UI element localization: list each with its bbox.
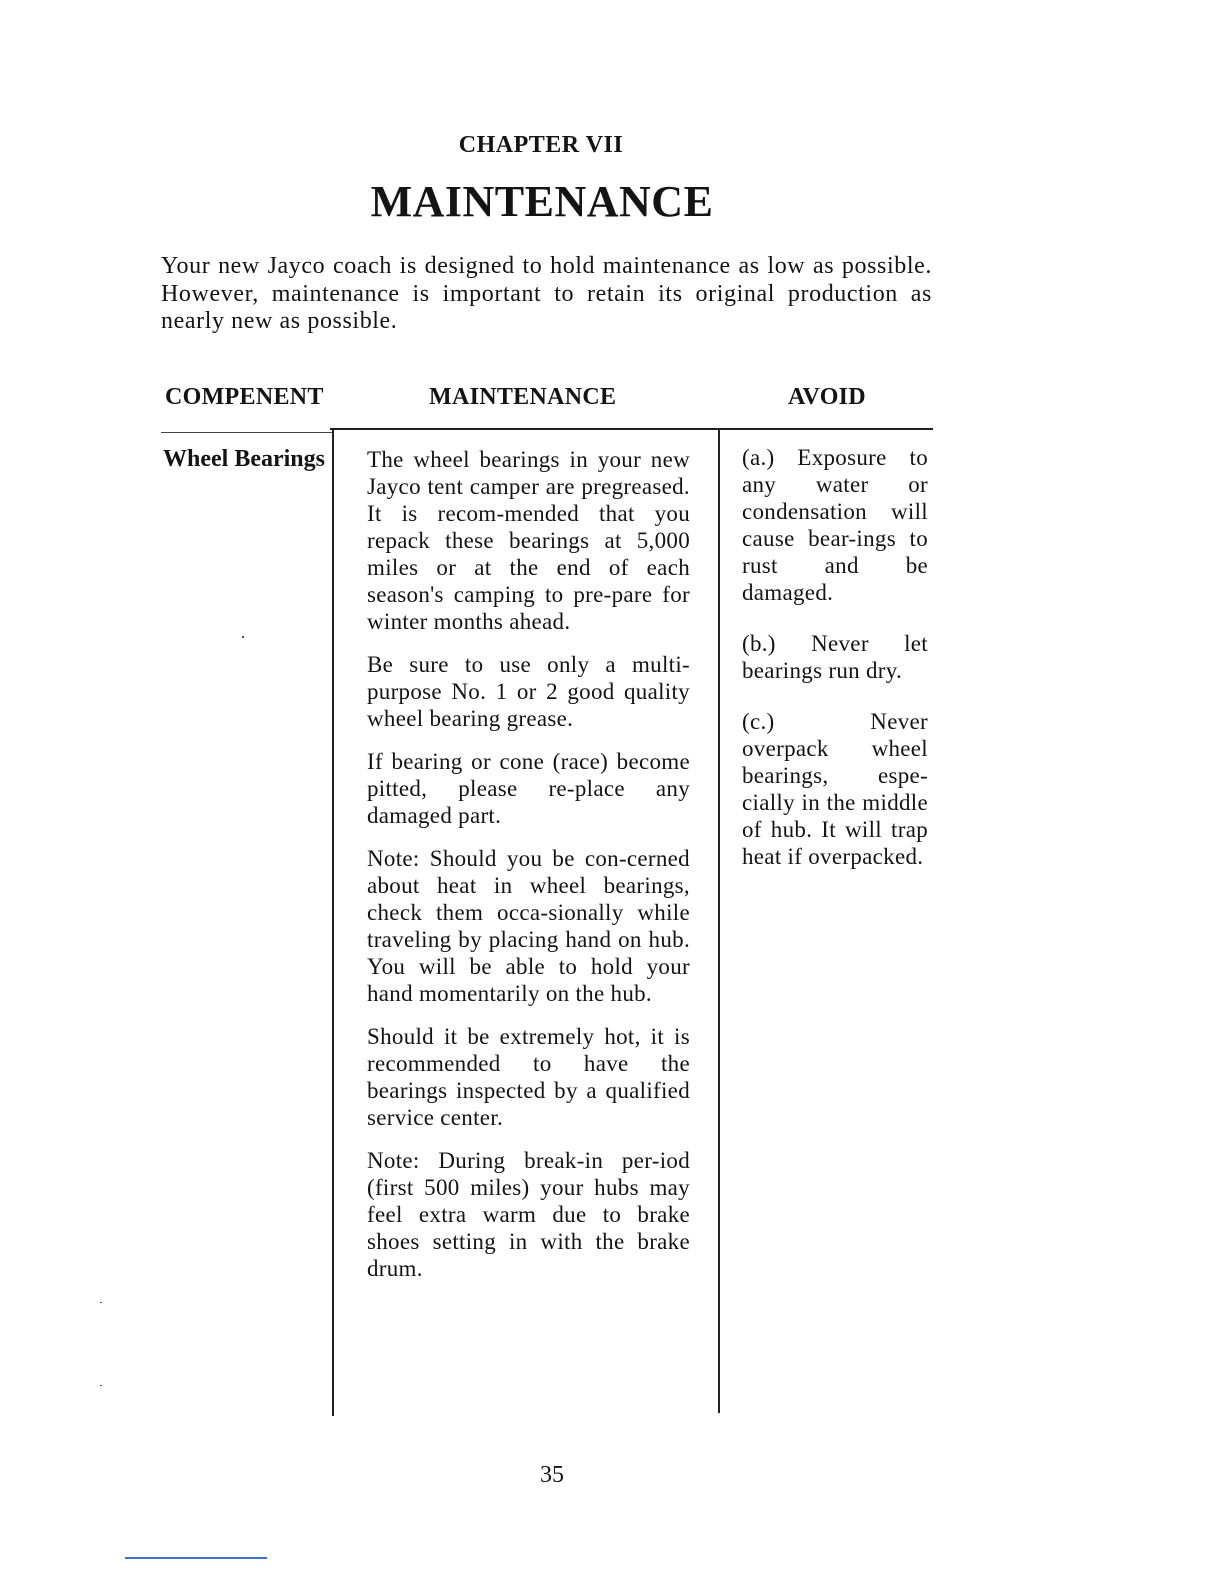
avoid-column — [742, 444, 928, 894]
maintenance-paragraph: Should it be extremely hot, it is recommended to have the bearings inspected by a qualified service center. — [367, 1024, 690, 1130]
scan-speck — [100, 1302, 102, 1303]
header-component: COMPENENT — [165, 384, 324, 410]
maintenance-column — [367, 446, 690, 1298]
avoid-item: (c.) Never overpack wheel bearings, espe-cially in the middle of hub. It will trap heat if overpacked. — [742, 709, 928, 869]
maintenance-paragraph: If bearing or cone (race) become pitted, please re-place any damaged part. — [367, 749, 690, 828]
maintenance-paragraph: Note: During break-in per-iod (first 500 miles) your hubs may feel extra warm due to brake shoes setting in with the brake drum. — [367, 1148, 690, 1281]
table-left-rule — [161, 432, 332, 433]
intro-paragraph: Your new Jayco coach is designed to hold maintenance as low as possible. However, maintenance is important to retain its original production as nearly new as possible. — [161, 253, 932, 334]
page-title: MAINTENANCE — [370, 177, 714, 226]
page-number: 35 — [540, 1462, 564, 1488]
scan-speck — [100, 1385, 102, 1386]
scan-speck — [242, 636, 244, 638]
header-maintenance: MAINTENANCE — [429, 384, 617, 410]
chapter-label: CHAPTER VII — [458, 132, 624, 158]
footer-line — [125, 1557, 267, 1559]
avoid-item: (a.) Exposure to any water or condensation will cause bear-ings to rust and be damaged. — [742, 445, 928, 605]
avoid-item: (b.) Never let bearings run dry. — [742, 631, 928, 683]
table-top-rule — [330, 428, 933, 430]
column-divider-1 — [332, 428, 334, 1416]
column-divider-2 — [718, 428, 720, 1413]
component-name: Wheel Bearings — [163, 446, 325, 472]
header-avoid: AVOID — [788, 384, 866, 410]
maintenance-paragraph: The wheel bearings in your new Jayco tent camper are pregreased. It is recom-mended that you repack these bearings at 5,000 miles or at the end of each season's camping to pre-pare for winter months ahead. — [367, 447, 690, 634]
maintenance-paragraph: Be sure to use only a multi-purpose No. 1 or 2 good quality wheel bearing grease. — [367, 652, 690, 731]
maintenance-paragraph: Note: Should you be con-cerned about heat in wheel bearings, check them occa-sionally while traveling by placing hand on hub. You will be able to hold your hand momentarily on the hub. — [367, 846, 690, 1006]
